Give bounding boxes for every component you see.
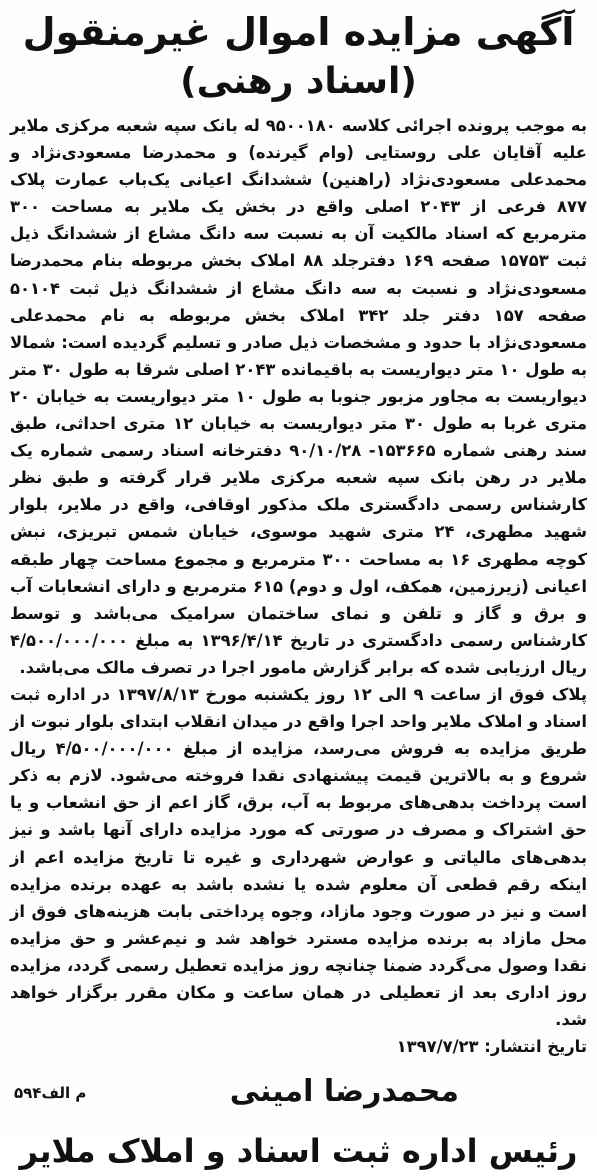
notice-body [8,112,589,1033]
ad-code: م الف۵۹۴ [14,1084,87,1103]
notice-paragraph-auction-terms: پلاک فوق از ساعت ۹ الی ۱۲ روز یکشنبه مورخ ۱۳۹۷/۸/۱۳ در اداره ثبت اسناد و املاک ملایر واحد اجرا واقع در میدان انقلاب ابتدای بلوار نبوت از طریق مزایده به فروش می‌رسد، مزایده از مبلغ ۴/۵۰۰/۰۰۰/۰۰۰ ریال شروع و به بالاترین قیمت پیشنهادی نقدا فروخته می‌شود. لازم به ذکر است پرداخت بدهی‌های مربوط به آب، برق، گاز اعم از حق انشعاب و یا حق اشتراک و مصرف در صورتی که مورد مزایده دارای آنها باشد و نیز بدهی‌های مالیاتی و عوارض شهرداری و غیره تا تاریخ مزایده اعم از اینکه رقم قطعی آن معلوم شده یا نشده باشد به عهده برنده مزایده است و نیز در صورت وجود مازاد، وجوه پرداختی بابت هزینه‌های فوق از محل مازاد به برنده مزایده مسترد خواهد شد و نیم‌عشر و حق مزایده نقدا وصول می‌گردد ضمنا چنانچه روز مزایده تعطیل رسمی گردد، مزایده روز اداری بعد از تعطیلی در همان ساعت و مکان مقرر برگزار خواهد شد. [9,684,587,1030]
signature-row [8,1070,589,1120]
notice-title: آگهی مزایده اموال غیرمنقول [22,10,575,54]
publish-date: تاریخ انتشار: ۱۳۹۷/۷/۲۳ [396,1037,587,1057]
notice-subtitle: (اسناد رهنی) [180,61,417,102]
signer-title: رئیس اداره ثبت اسناد و املاک ملایر [19,1132,578,1171]
notice-paragraph-property: به موجب پرونده اجرائی کلاسه ۹۵۰۰۱۸۰ له بانک سپه شعبه مرکزی ملایر علیه آقایان علی روستایی (وام گیرنده) و محمدرضا مسعودی‌نژاد و محمدعلی مسعودی‌نژاد (راهنین) ششدانگ اعیانی یک‌باب عمارت پلاک ۸۷۷ فرعی از ۲۰۴۳ اصلی واقع در بخش یک ملایر به مساحت ۳۰۰ مترمربع که اسناد مالکیت آن به نسبت سه دانگ مشاع از ششدانگ ذیل ثبت ۱۵۷۵۳ صفحه ۱۶۹ دفترجلد ۸۸ املاک بخش مربوطه بنام محمدرضا مسعودی‌نژاد و نسبت به سه دانگ مشاع از ششدانگ ذیل ثبت ۵۰۱۰۴ صفحه ۱۵۷ دفتر جلد ۳۴۲ املاک بخش مربوطه به نام محمدعلی مسعودی‌نژاد با حدود و مشخصات ذیل صادر و تسلیم گردیده است: شمالا به طول ۱۰ متر دیواریست به باقیمانده ۲۰۴۳ اصلی شرقا به طول ۳۰ متر دیواریست به مجاور مزبور جنوبا به طول ۱۰ متر دیواریست به خیابان ۲۰ متری غربا به طول ۳۰ متر دیواریست به خیابان ۱۲ متری احداثی، طبق سند رهنی شماره ۱۵۳۶۶۵- ۹۰/۱۰/۲۸ دفترخانه اسناد رسمی شماره یک ملایر در رهن بانک سپه شعبه مرکزی ملایر قرار گرفته و طبق نظر کارشناس رسمی دادگستری ملک مذکور اوقافی، واقع در ملایر، بلوار شهید مطهری، ۲۴ متری شهید موسوی، خیابان شمس تبریزی، نبش کوچه مطهری ۱۶ به مساحت ۳۰۰ مترمربع و مجموع مساحت چهار طبقه اعیانی (زیرزمین، همکف، اول و دوم) ۶۱۵ مترمربع و دارای انشعابات آب و برق و گاز و تلفن و نمای ساختمان سرامیک می‌باشد و توسط کارشناس رسمی دادگستری در تاریخ ۱۳۹۶/۴/۱۴ به مبلغ ۴/۵۰۰/۰۰۰/۰۰۰ ریال ارزیابی شده که برابر گزارش مامور اجرا در تصرف مالک می‌باشد. [10,116,588,677]
signer-name: محمدرضا امینی [229,1074,459,1110]
